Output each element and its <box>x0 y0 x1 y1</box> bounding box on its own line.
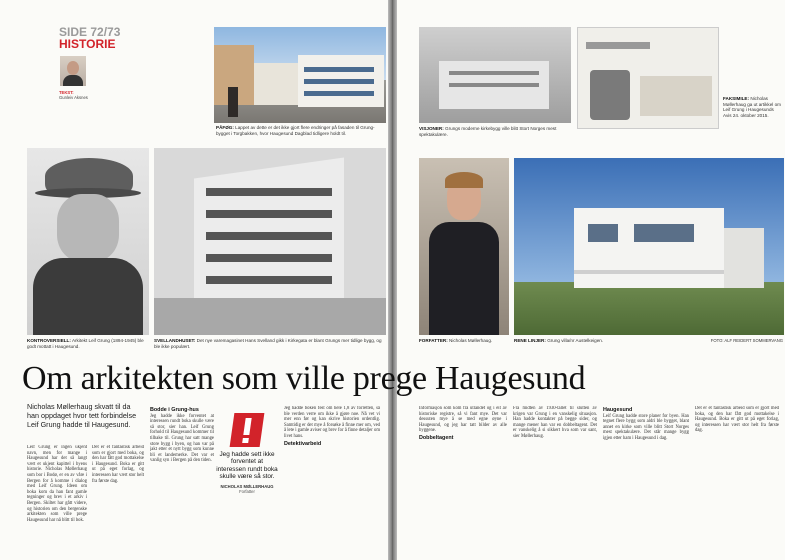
section-name: HISTORIE <box>59 37 116 51</box>
headline: Om arkitekten som ville prege Haugesund <box>22 360 586 397</box>
quote-mark-icon <box>230 413 265 447</box>
newspaper-facsimile <box>577 27 719 129</box>
article-col-2 <box>150 406 214 556</box>
quote-role: Forfatter <box>239 488 255 494</box>
author-photo <box>419 158 509 335</box>
caption-kontroversiell <box>27 338 149 349</box>
article-col-5 <box>513 406 597 556</box>
article-col-6-text: Leif Grung hadde store planer for byen. Han tegnet flere bygg som aldri ble bygget, blant annet en kirke som ville blitt Stort Norges mest spektakulære. Det står mange bygg igjen etter ham i Haugesund i dag. <box>603 413 689 441</box>
caption-forfatter-text: Nicholas Møllerhaug. <box>449 338 493 343</box>
svellandhuset-photo <box>154 148 386 335</box>
byline-author: Gunleiv Aksnes <box>59 95 88 100</box>
article-col-6-sub: Haugesund <box>603 407 633 413</box>
article-col-2-text: Jeg hadde ikke forventet at interessen rundt boka skulle være så stor, sier han. Leif Grung forhold til Haugesund kommer til tilbake til. Grung har satt mange store bygg i byen, og han var på jakt etter et nytt bygg som kunne bli et landemerke. Det var et vanlig syn i Bergen på den tiden. <box>150 413 214 464</box>
article-col-4-sub: Dobbeltagent <box>419 434 454 441</box>
byline-label: TEKST: <box>59 90 74 95</box>
article-col-1-text: Leif Grung er ingen ukjent navn, men for mange i Haugesund har det så langt vært et ukjent kapittel i byens historie. Nicholas Møllerhaug som bor i Bodø, er en av våre i Bergen for å komme i dialog med Leif Grung. Ideen om boka kom da han fant gamle tegninger og brev i et arkiv i Bergen. Skiltet har gått videre, og historien om den bergenske arkitekten som ville prege Haugesund har nå blitt til bok. <box>27 445 87 523</box>
caption-paafoeg-text: Lappet av dette er det ikke gjort flere endringer på fasaden til Grung-bygget i Torgbakken, hvor Haugesund Dagblad tidligere holdt til. <box>216 125 375 136</box>
leif-grung-portrait <box>27 148 149 335</box>
photo-credit: FOTO: ALF REIDERT SOMMERVANG <box>710 338 783 343</box>
caption-forfatter-lead: FORFATTER: <box>419 338 448 343</box>
caption-visjoner-lead: VISJONER: <box>419 126 444 131</box>
article-col-2-sub: Bodde i Grung-hus <box>150 407 199 413</box>
caption-rene-linjer <box>514 338 684 344</box>
article-col-3 <box>284 406 380 556</box>
caption-rene-linjer-text: Grung villa/nr Austelkeigen. <box>547 338 604 343</box>
book-gutter <box>388 0 397 560</box>
article-col-1b-text: Det er et fantastisk arbeid som er gjort med boka, og den har fått god mottakelse i Haugesund. Boka er gitt ut på eget forlag, og interessen har vært stor helt fra første dag. <box>92 445 144 484</box>
caption-paafoeg-lead: PÅFØG: <box>216 125 234 130</box>
caption-faksimile <box>723 96 781 118</box>
villa-photo <box>514 158 784 335</box>
left-page <box>0 0 388 560</box>
caption-faksimile-lead: FAKSIMILE: <box>723 96 750 101</box>
article-col-4 <box>419 406 507 556</box>
quote-source: NICHOLAS MØLLERHAUG <box>220 483 274 489</box>
article-col-5-text: Fra midten av 1930-tallet til slutten av krigen var Grung i en vanskelig situasjon. Han hadde kontakter på begge sider, og mange mener han var en dobbeltagent. Det er vanskelig å si sikkert hva som var sant, sier Møllerhaug. <box>513 406 597 439</box>
caption-svellandhuset-text: Det nye varemagasinet Hans Svelland gikk i Kirkegata er blant Grungs mer tidlige bygg, og ble ikke populært. <box>154 338 382 349</box>
article-col-7-text: Det er et fantastisk arbeid som er gjort med boka, og den har fått god mottakelse i Haugesund. Boka er gitt ut på eget forlag, og interessen har vært stor helt fra første dag. <box>695 406 779 434</box>
article-col-3-sub: Detektivarbeid <box>284 440 322 447</box>
caption-kontroversiell-lead: KONTROVERSIELL: <box>27 338 71 343</box>
caption-visjoner-text: Grungs moderne kirkebygg ville blitt Stort Norges mest spektakulære. <box>419 126 557 137</box>
quote-box <box>216 413 278 494</box>
quote-text: Jeg hadde sett ikke forventet at interessen rundt boka skulle være så stor. <box>216 451 278 481</box>
caption-svellandhuset-lead: SVELLANDHUSET: <box>154 338 196 343</box>
caption-svellandhuset <box>154 338 386 349</box>
article-col-4-text: Informasjon som kom fra utlandet og i eit av historiske registre, så vi fant mye. Det var dessuten mye å se med egne øyne i Haugesund, og jeg har tatt bilder av alle byggene. <box>419 406 507 434</box>
caption-kontroversiell-text: Arkitekt Leif Grung (1894-1945) ble godt mottatt i Haugesund. <box>27 338 144 349</box>
caption-paafoeg <box>216 125 386 136</box>
caption-rene-linjer-lead: RENE LINJER: <box>514 338 546 343</box>
right-page <box>397 0 785 560</box>
caption-faksimile-text: Nicholas Møllerhaug ga ut artikkel om Leif Grung i Haugesunds Avis 24. oktober 2015. <box>723 96 781 118</box>
section-tag <box>59 26 120 50</box>
section-pages: SIDE 72/73 <box>59 25 121 39</box>
article-col-7 <box>695 406 779 556</box>
author-portrait <box>60 56 86 86</box>
article-col-1 <box>27 445 87 555</box>
byline <box>59 90 88 100</box>
church-model-photo <box>419 27 571 123</box>
article-col-1b <box>92 445 144 555</box>
caption-forfatter <box>419 338 509 344</box>
grung-building-photo <box>214 27 386 123</box>
article-col-6 <box>603 406 689 556</box>
article-col-3-text: Jeg hadde boken fest om hele 1,8 av forretten, så ble verden verre om ikke å gjøre noe. Nå vet vi mer enn før og kan skrive historien ordentlig. Samtidig er det mye å forsøke å finne mer om, ved å lete i gamle aviser og brev for å finne detaljer om livet hans. <box>284 406 380 439</box>
caption-visjoner <box>419 126 571 137</box>
ingress: Nicholas Møllerhaug skvatt til da han oppdaget hvor tett forbindelse Leif Grung hadde til Haugesund. <box>27 402 137 429</box>
